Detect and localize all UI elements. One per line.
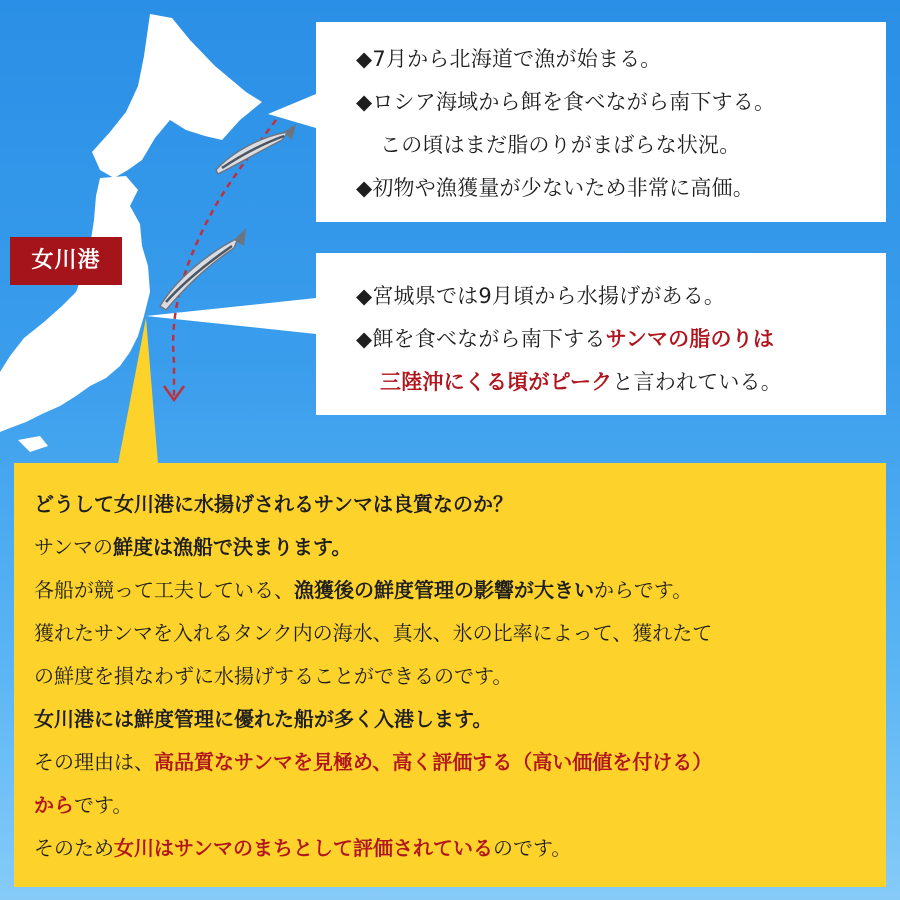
- emphasis-text: 三陸沖にくる頃がピーク: [380, 370, 613, 394]
- explanation-panel: [14, 463, 886, 887]
- explanation-line: [34, 741, 886, 784]
- info-line: [356, 361, 886, 404]
- info-line: ◆7月から北海道で漁が始まる。: [356, 47, 662, 71]
- text: です。: [74, 793, 133, 817]
- miyagi-info-box: [316, 253, 886, 415]
- text: のです。: [493, 836, 572, 860]
- explanation-line: [34, 827, 886, 870]
- text: 各船が競って工夫している、: [34, 578, 294, 602]
- question-heading: どうして女川港に水揚げされるサンマは良質なのか？: [34, 492, 513, 516]
- explanation-line: 女川港には鮮度管理に優れた船が多く入港します。: [34, 707, 493, 731]
- text: からです。: [594, 578, 693, 602]
- emphasis-text: 高品質なサンマを見極め、高く評価する（高い価値を付ける）: [154, 750, 713, 774]
- port-label-onagawa: 女川港: [10, 237, 122, 285]
- emphasis-text: サンマの脂のりは: [605, 327, 775, 351]
- explanation-line: [34, 526, 886, 569]
- explanation-line: [34, 784, 886, 827]
- text: サンマの: [34, 535, 113, 559]
- explanation-line: 獲れたサンマを入れるタンク内の海水、真水、氷の比率によって、獲れたて: [34, 621, 713, 645]
- explanation-line: [34, 569, 886, 612]
- info-text: と言われている。: [612, 370, 782, 394]
- info-line: ◆宮城県では9月頃から水揚げがある。: [356, 284, 726, 308]
- info-line: ◆ロシア海域から餌を食べながら南下する。: [356, 90, 776, 114]
- saury-fish-icon: [160, 228, 246, 310]
- info-line: [356, 318, 886, 361]
- text: その理由は、: [34, 750, 154, 774]
- emphasis-text: 女川はサンマのまちとして評価されている: [114, 836, 493, 860]
- info-text: ◆餌を食べながら南下する: [356, 327, 606, 351]
- info-line: ◆初物や漁獲量が少ないため非常に高価。: [356, 176, 754, 200]
- hokkaido-info-box: [316, 22, 886, 222]
- bold-text: 鮮度は漁船で決まります。: [113, 535, 352, 559]
- text: そのため: [34, 836, 114, 860]
- info-line: この頃はまだ脂のりがまばらな状況。: [380, 133, 741, 157]
- emphasis-text: から: [34, 793, 74, 817]
- explanation-line: の鮮度を損なわずに水揚げすることができるのです。: [34, 664, 513, 688]
- bold-text: 漁獲後の鮮度管理の影響が大きい: [294, 578, 594, 602]
